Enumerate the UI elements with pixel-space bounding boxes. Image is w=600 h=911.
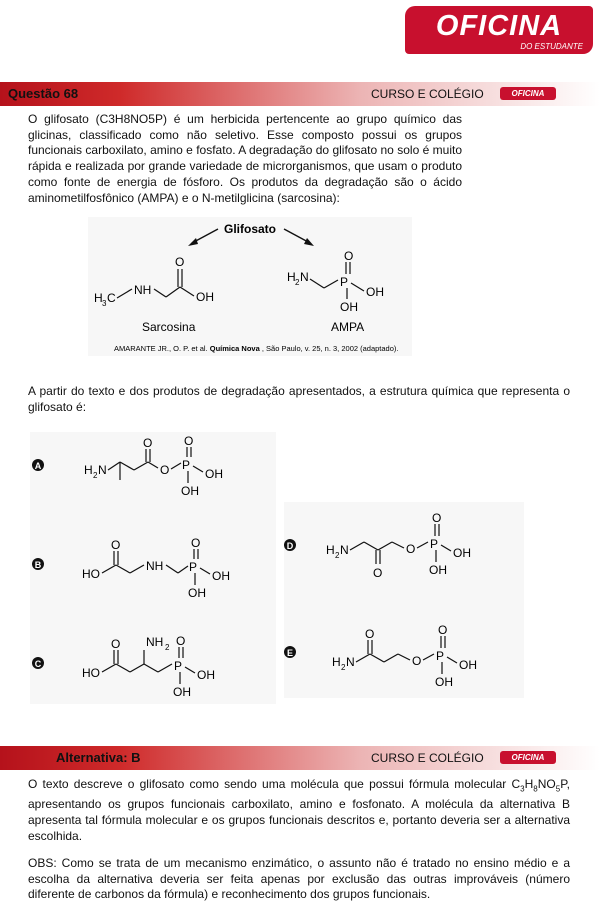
svg-text:O: O <box>111 538 121 552</box>
svg-text:NH: NH <box>134 283 152 297</box>
scheme-glifosato-label: Glifosato <box>224 222 277 236</box>
svg-text:H: H <box>84 463 93 477</box>
answer-formula: $C_3H_8NO_5P$ <box>511 777 567 794</box>
scheme-sarcosina-label: Sarcosina <box>142 320 196 334</box>
answer-course-label: CURSO E COLÉGIO <box>371 751 484 765</box>
citation-journal: Química Nova <box>209 344 260 353</box>
answer-explanation: O texto descreve o glifosato como sendo uma molécula que possui fórmula molecular $C_3H_8NO_5P$, apresentando os grupos funcionais carboxilato, amino e fosfonato. A molécula da alternativa B apresenta tal fórmula molecular e os grupos funcionais descritos e, portanto deveria ser a alternativa escolhida. <box>28 777 570 843</box>
svg-text:NH: NH <box>146 635 164 649</box>
svg-text:O: O <box>373 566 383 580</box>
answer-observation: OBS: Como se trata de um mecanismo enzimático, o assunto não é tratado no ensino médio e a escolha da alternativa deveria ser feita apenas por exclusão das outras improváveis (número diferente de carbonos da fórmula) e reconhecimento dos grupos funcionais. <box>28 856 570 902</box>
svg-text:OH: OH <box>366 285 384 299</box>
svg-text:O: O <box>160 463 170 477</box>
svg-text:O: O <box>406 542 416 556</box>
option-c <box>32 634 215 699</box>
answer-mini-logo: OFICINA <box>500 751 556 764</box>
svg-text:OH: OH <box>181 484 199 498</box>
svg-text:NH: NH <box>146 559 164 573</box>
course-label: CURSO E COLÉGIO <box>371 87 484 101</box>
svg-text:O: O <box>176 634 186 648</box>
option-d <box>284 511 471 580</box>
svg-text:P: P <box>430 537 439 551</box>
mini-logo: OFICINA <box>500 87 556 100</box>
svg-text:N: N <box>340 543 349 557</box>
options-de-figure <box>284 502 524 698</box>
svg-text:O: O <box>175 255 185 269</box>
svg-text:OH: OH <box>188 586 206 600</box>
svg-text:O: O <box>191 536 201 550</box>
question-text: O glifosato (C3H8NO5P) é um herbicida pertencente ao grupo químico das glicinas, classificado como não seletivo. Esse composto possui os grupos funcionais carboxilato, amino e fosfato. A degradação do glifosato no solo é muito rápida e realizada por grande variedade de microrganismos, que usam o produto como fonte de energia de fósforo. Os produtos da degradação são o ácido aminometilfosfônico (AMPA) e o N-metilglicina (sarcosina): <box>28 112 462 205</box>
svg-text:2: 2 <box>295 278 300 287</box>
answer-header-bar <box>0 746 600 770</box>
svg-text:D: D <box>286 541 294 551</box>
citation-rest: , São Paulo, v. 25, n. 3, 2002 (adaptado). <box>261 344 399 353</box>
logo-tagline: DO ESTUDANTE <box>520 42 583 51</box>
svg-text:C: C <box>34 659 42 669</box>
svg-text:2: 2 <box>341 663 346 672</box>
svg-text:OH: OH <box>212 569 230 583</box>
svg-text:P: P <box>189 560 198 574</box>
svg-text:N: N <box>300 270 309 284</box>
answer-label: Alternativa: B <box>56 750 141 765</box>
svg-text:O: O <box>111 637 121 651</box>
svg-text:2: 2 <box>165 643 170 652</box>
svg-text:OH: OH <box>435 675 453 689</box>
svg-text:OH: OH <box>173 685 191 699</box>
svg-text:OH: OH <box>197 668 215 682</box>
svg-text:OH: OH <box>453 546 471 560</box>
svg-text:P: P <box>436 649 445 663</box>
svg-text:3: 3 <box>102 299 107 308</box>
svg-text:O: O <box>344 249 354 263</box>
degradation-scheme-figure <box>88 217 412 356</box>
svg-text:O: O <box>184 434 194 448</box>
svg-text:O: O <box>438 623 448 637</box>
svg-text:OH: OH <box>205 467 223 481</box>
svg-text:H: H <box>326 543 335 557</box>
svg-text:B: B <box>34 560 42 570</box>
svg-text:H: H <box>287 270 296 284</box>
options-abc-figure <box>30 432 276 704</box>
option-e <box>284 623 477 689</box>
svg-text:HO: HO <box>82 666 100 680</box>
svg-text:E: E <box>286 648 294 658</box>
citation-author: AMARANTE JR., O. P. et al. <box>114 344 208 353</box>
svg-text:O: O <box>365 627 375 641</box>
svg-text:2: 2 <box>93 471 98 480</box>
svg-text:O: O <box>412 654 422 668</box>
svg-text:2: 2 <box>335 551 340 560</box>
svg-text:P: P <box>174 659 183 673</box>
question-header-bar <box>0 82 600 106</box>
question-number: Questão 68 <box>8 86 79 101</box>
svg-text:OH: OH <box>459 658 477 672</box>
option-b <box>32 536 230 600</box>
svg-text:H: H <box>94 291 103 305</box>
svg-text:OH: OH <box>340 300 358 314</box>
svg-text:A: A <box>34 461 42 471</box>
oficina-logo <box>405 6 593 54</box>
svg-text:C: C <box>107 291 116 305</box>
svg-text:H: H <box>332 655 341 669</box>
svg-text:OH: OH <box>196 290 214 304</box>
svg-text:P: P <box>340 275 349 289</box>
svg-text:HO: HO <box>82 567 100 581</box>
logo-wordmark: OFICINA <box>435 10 563 42</box>
svg-text:N: N <box>346 655 355 669</box>
svg-text:OH: OH <box>429 563 447 577</box>
svg-text:P: P <box>182 458 191 472</box>
svg-text:N: N <box>98 463 107 477</box>
scheme-ampa-label: AMPA <box>331 320 365 334</box>
question-prompt: A partir do texto e dos produtos de degradação apresentados, a estrutura química que representa o glifosato é: <box>28 384 570 414</box>
option-a <box>32 434 223 498</box>
svg-text:O: O <box>432 511 442 525</box>
svg-text:AMARANTE JR., O. P. et al. <box>114 344 398 353</box>
svg-text:O: O <box>143 436 153 450</box>
